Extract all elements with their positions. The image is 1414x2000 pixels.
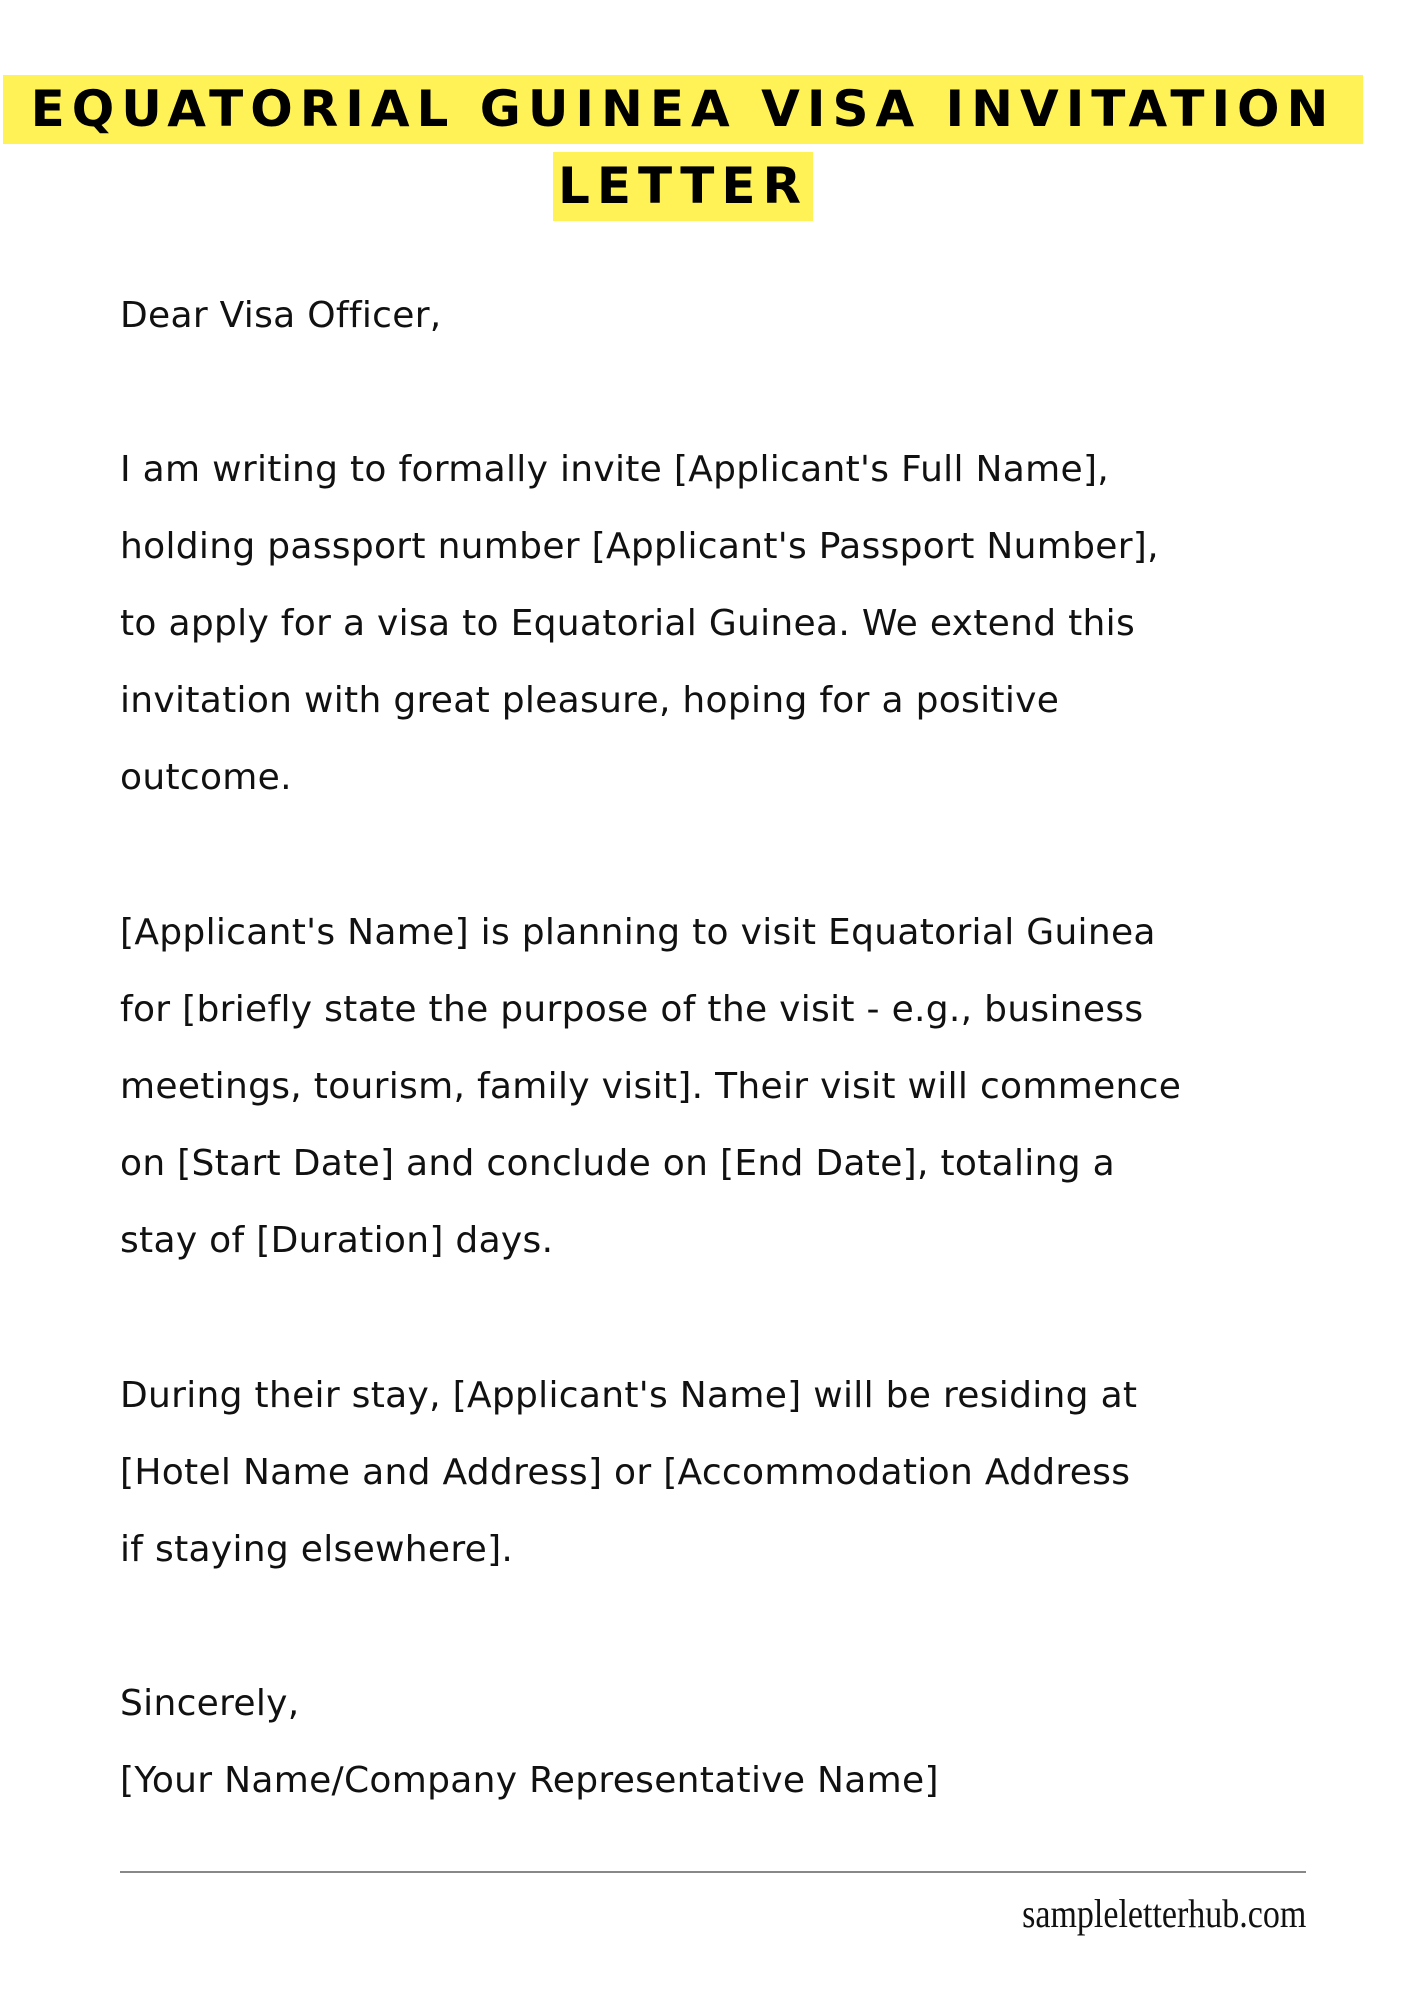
text-line: During their stay, [Applicant's Name] will be residing at xyxy=(120,1375,1138,1416)
closing-block xyxy=(120,1665,939,1819)
text-line: stay of [Duration] days. xyxy=(120,1220,554,1261)
text-line: I am writing to formally invite [Applicant's Full Name], xyxy=(120,449,1110,490)
text-line: meetings, tourism, family visit]. Their visit will commence xyxy=(120,1066,1182,1107)
closing: Sincerely, xyxy=(120,1683,300,1724)
footer-divider xyxy=(120,1871,1306,1873)
text-line: if staying elsewhere]. xyxy=(120,1529,514,1570)
title-line-1: EQUATORIAL GUINEA VISA INVITATION xyxy=(3,75,1363,144)
footer-site: sampleletterhub.com xyxy=(1021,1891,1306,1936)
title-line-2: LETTER xyxy=(553,152,813,221)
text-line: to apply for a visa to Equatorial Guinea. We extend this xyxy=(120,603,1136,644)
text-line: [Applicant's Name] is planning to visit Equatorial Guinea xyxy=(120,912,1156,953)
paragraph-2 xyxy=(120,894,1181,1279)
text-line: for [briefly state the purpose of the visit - e.g., business xyxy=(120,989,1144,1030)
text-line: outcome. xyxy=(120,757,292,798)
paragraph-3 xyxy=(120,1357,1137,1588)
salutation: Dear Visa Officer, xyxy=(120,295,442,336)
text-line: on [Start Date] and conclude on [End Date], totaling a xyxy=(120,1143,1115,1184)
paragraph-1 xyxy=(120,431,1159,816)
text-line: holding passport number [Applicant's Passport Number], xyxy=(120,526,1159,567)
text-line: invitation with great pleasure, hoping for a positive xyxy=(120,680,1060,721)
text-line: [Hotel Name and Address] or [Accommodation Address xyxy=(120,1452,1131,1493)
signature: [Your Name/Company Representative Name] xyxy=(120,1760,939,1801)
